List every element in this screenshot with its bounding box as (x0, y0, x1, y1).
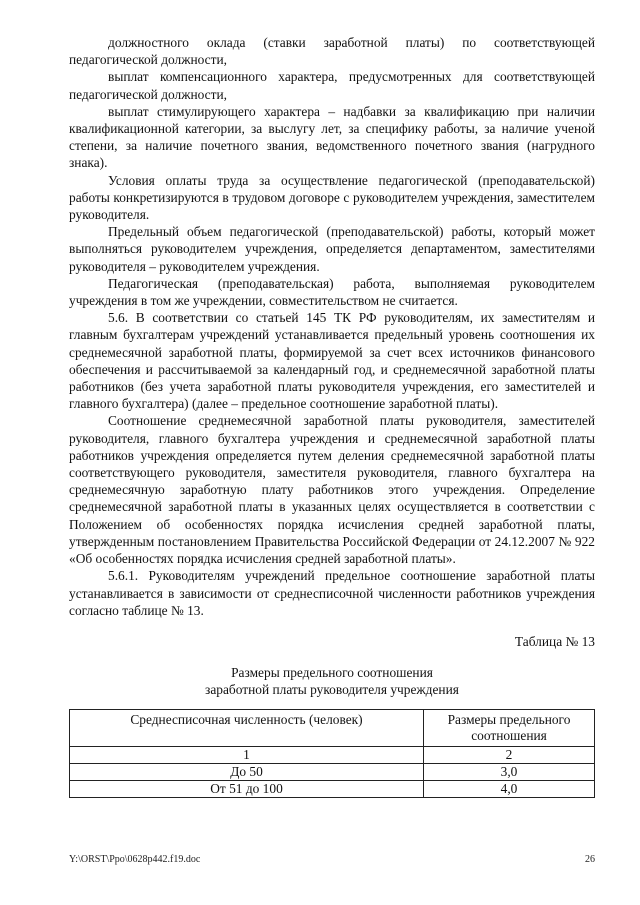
paragraph: должностного оклада (ставки заработной платы) по соответствующей педагогической должности, (69, 35, 595, 68)
table-header-cell: Среднесписочная численность (человек) (70, 709, 424, 746)
table-cell: 3,0 (424, 763, 595, 780)
table-row (70, 780, 595, 797)
paragraph: Предельный объем педагогической (преподавательской) работы, который может выполняться руководителем учреждения, определяется департаментом, заместителями руководителя – руководителем учреждения. (69, 224, 595, 274)
table-row (70, 763, 595, 780)
table-label: Таблица № 13 (514, 633, 595, 649)
paragraph: 5.6.1. Руководителям учреждений предельное соотношение заработной платы устанавливается в зависимости от среднесписочной численности работников учреждения согласно таблице № 13. (69, 568, 595, 618)
document-body (69, 34, 595, 798)
paragraph: Условия оплаты труда за осуществление педагогической (преподавательской) работы конкретизируются в трудовом договоре с руководителем учреждения, заместителем руководителя. (69, 172, 595, 223)
table-cell: 2 (424, 746, 595, 763)
paragraph: Соотношение среднемесячной заработной платы руководителя, заместителей руководителя, главного бухгалтера учреждения и среднемесячной заработной платы работников учреждения определяется путем деления среднемесячной заработной платы соответствующего руководителя, заместителя руководителя, главного бухгалтера на среднемесячную заработную плату работников этого учреждения. Определение среднемесячной заработной платы в указанных целях осуществляется в соответствии с Положением об особенностях порядка исчисления средней заработной платы, утвержденным постановлением Правительства Российской Федерации от 24.12.2007 № 922 «Об особенностях порядка исчисления средней заработной платы». (69, 413, 595, 567)
table-numbering-row (70, 746, 595, 763)
footer-page-number: 26 (585, 854, 595, 865)
ratio-table (69, 709, 595, 798)
table-header-row (70, 709, 595, 746)
table-cell: От 51 до 100 (70, 780, 424, 797)
table-cell: До 50 (70, 763, 424, 780)
table-title-line-2: заработной платы руководителя учреждения (205, 682, 459, 698)
paragraph: выплат стимулирующего характера – надбавки за квалификацию при наличии квалификационной категории, за выслугу лет, за специфику работы, за наличие ученой степени, за наличие почетного звания, ведомственного почетного звания (нагрудного знака). (69, 103, 595, 171)
table-header-cell: Размеры предельного соотношения (424, 709, 595, 746)
table-cell: 4,0 (424, 780, 595, 797)
table-cell: 1 (70, 746, 424, 763)
paragraph: выплат компенсационного характера, предусмотренных для соответствующей педагогической должности, (69, 69, 595, 102)
paragraph: Педагогическая (преподавательская) работа, выполняемая руководителем учреждения в том же учреждении, совместительством не считается. (69, 275, 595, 309)
table-title-line-1: Размеры предельного соотношения (231, 665, 433, 681)
footer-file-path: Y:\ORST\Ppo\0628p442.f19.doc (69, 854, 201, 865)
paragraph: 5.6. В соответствии со статьей 145 ТК РФ руководителям, их заместителям и главным бухгалтерам учреждений устанавливается предельный уровень соотношения их среднемесячной заработной платы, формируемой за счет всех источников финансового обеспечения и рассчитываемой за календарный год, и среднемесячной заработной платы работников (без учета заработной платы руководителя учреждения, его заместителей и главного бухгалтера) (далее – предельное соотношение заработной платы). (69, 310, 595, 412)
